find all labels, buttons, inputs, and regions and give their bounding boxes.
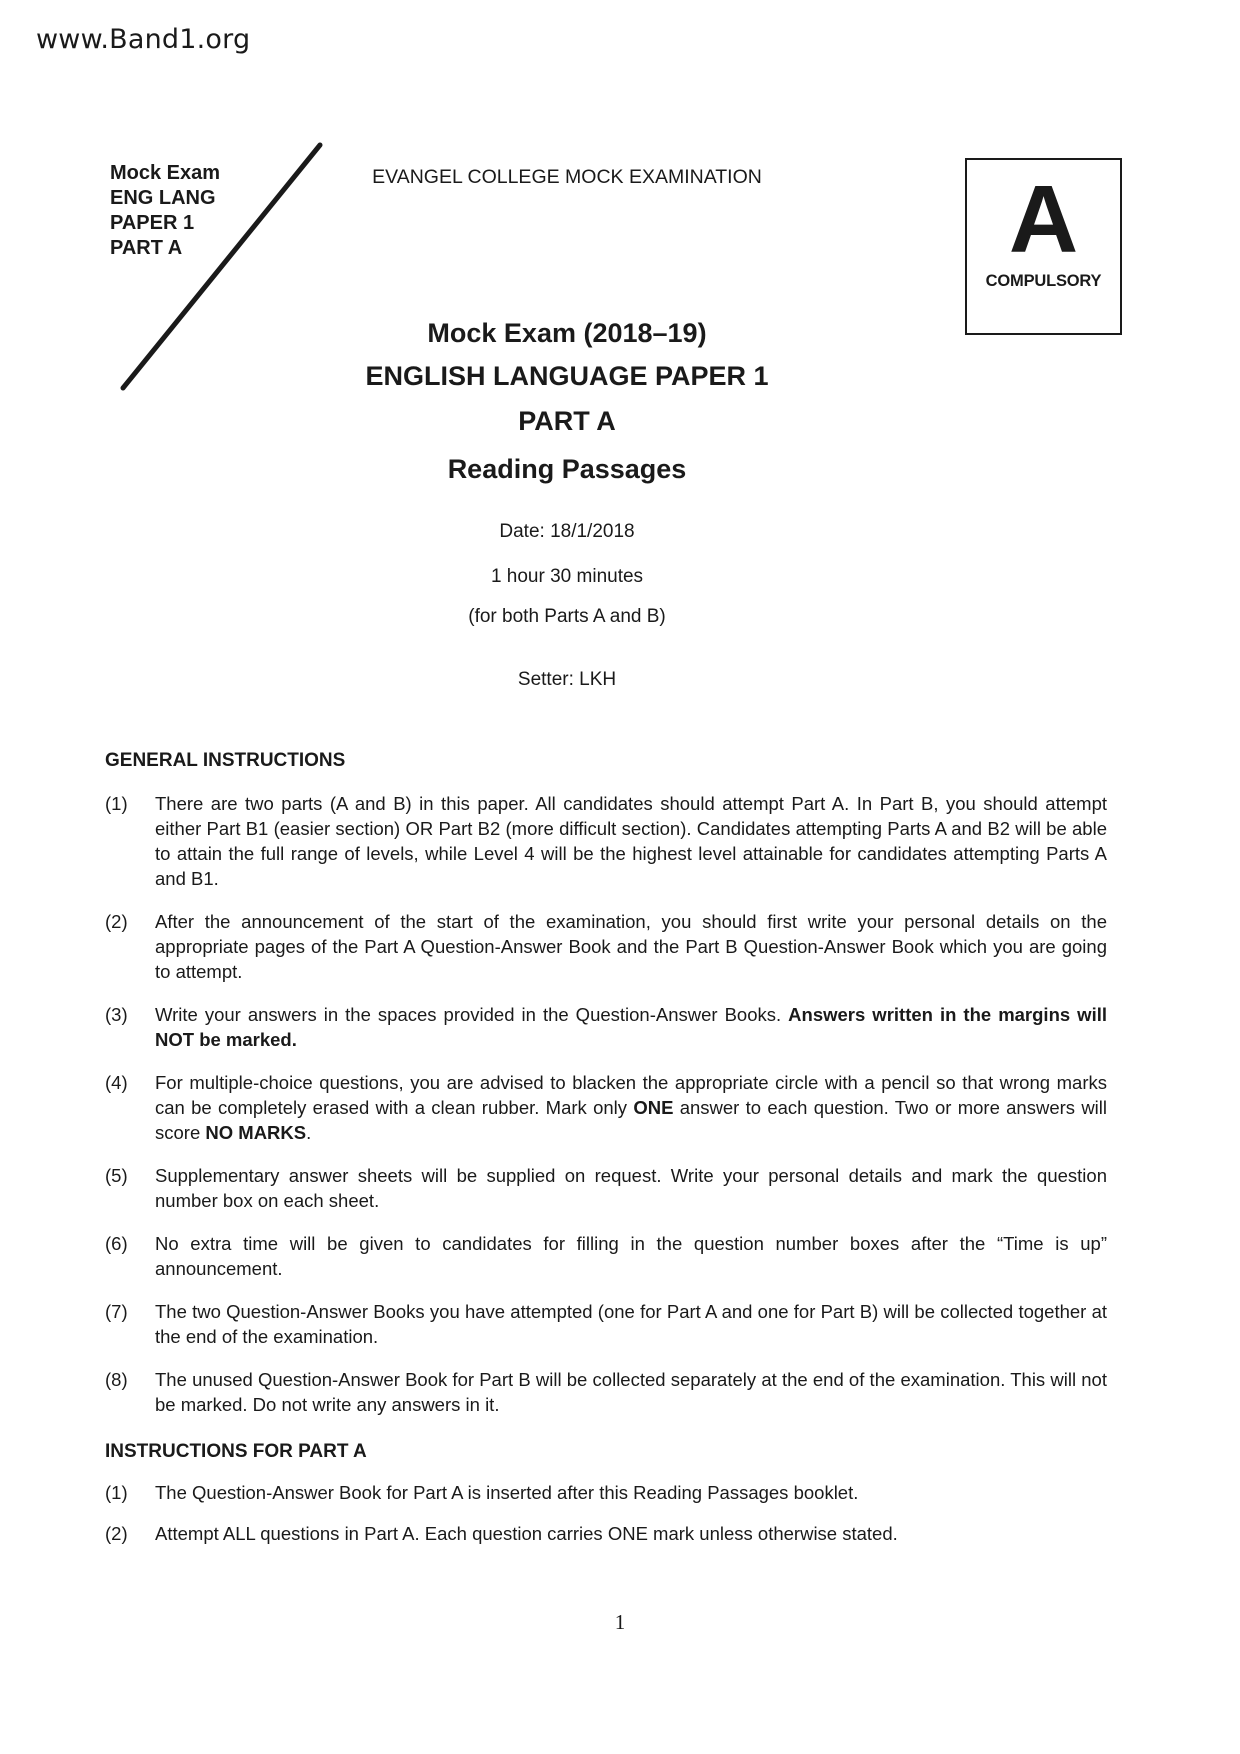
- instruction-text: Attempt ALL questions in Part A. Each question carries ONE mark unless otherwise stated.: [155, 1523, 898, 1544]
- instruction-item: [105, 1480, 1107, 1505]
- instruction-number: (5): [105, 1165, 128, 1186]
- instruction-text: The two Question-Answer Books you have attempted (one for Part A and one for Part B) will be collected together at the end of the examination.: [155, 1301, 1107, 1347]
- title-mock-exam: Mock Exam (2018–19): [427, 318, 707, 348]
- instruction-number: (2): [105, 1523, 128, 1544]
- instruction-number: (2): [105, 911, 128, 932]
- instruction-item: [105, 909, 1107, 984]
- exam-duration-note: (for both Parts A and B): [468, 606, 666, 627]
- instruction-number: (3): [105, 1004, 128, 1025]
- instruction-number: (6): [105, 1233, 128, 1254]
- general-instructions-list: [105, 791, 1107, 1417]
- instruction-number: (4): [105, 1072, 128, 1093]
- general-instructions-heading: GENERAL INSTRUCTIONS: [105, 750, 346, 771]
- instruction-number: (1): [105, 793, 128, 814]
- corner-line-exam: Mock Exam: [110, 162, 221, 184]
- instruction-item: [105, 1002, 1107, 1052]
- instruction-item: [105, 1299, 1107, 1349]
- instruction-item: [105, 1070, 1107, 1145]
- part-a-instructions-list: [105, 1480, 1107, 1546]
- exam-duration: 1 hour 30 minutes: [490, 566, 644, 587]
- instruction-text: Write your answers in the spaces provided in the Question-Answer Books. Answers written in the margins will NOT be marked.: [155, 1004, 1107, 1050]
- instruction-text: For multiple-choice questions, you are advised to blacken the appropriate circle with a pencil so that wrong marks can be completely erased with a clean rubber. Mark only ONE answer to each question. Two or more answers will score NO MARKS.: [155, 1072, 1108, 1143]
- corner-line-subject: ENG LANG: [110, 187, 216, 209]
- corner-line-part: PART A: [110, 237, 183, 259]
- instruction-item: [105, 791, 1107, 891]
- instruction-text: The Question-Answer Book for Part A is inserted after this Reading Passages booklet.: [155, 1482, 859, 1503]
- instruction-item: [105, 1521, 1107, 1546]
- corner-line-paper: PAPER 1: [110, 212, 195, 234]
- instruction-text: There are two parts (A and B) in this paper. All candidates should attempt Part A. In Part B, you should attempt either Part B1 (easier section) OR Part B2 (more difficult section). Candidates attempting Parts A and B2 will be able to attain the full range of levels, while Level 4 will be the highest level attainable for candidates attempting Parts A and B1.: [155, 793, 1107, 889]
- instruction-item: [105, 1163, 1107, 1213]
- exam-setter: Setter: LKH: [517, 669, 617, 690]
- page-number: 1: [614, 1610, 626, 1634]
- title-subtitle: Reading Passages: [447, 454, 687, 484]
- instruction-text: The unused Question-Answer Book for Part B will be collected separately at the end of the examination. This will not be marked. Do not write any answers in it.: [155, 1369, 1107, 1415]
- instruction-text: After the announcement of the start of the examination, you should first write your personal details on the appropriate pages of the Part A Question-Answer Book and the Part B Question-Answer Book which you are going to attempt.: [155, 911, 1107, 982]
- exam-header: EVANGEL COLLEGE MOCK EXAMINATION: [372, 166, 762, 188]
- instruction-item: [105, 1231, 1107, 1281]
- title-paper: ENGLISH LANGUAGE PAPER 1: [365, 361, 769, 391]
- instruction-number: (8): [105, 1369, 128, 1390]
- instruction-number: (1): [105, 1482, 128, 1503]
- title-part: PART A: [518, 406, 616, 436]
- instruction-item: [105, 1367, 1107, 1417]
- badge-letter: A: [1008, 166, 1079, 273]
- instruction-text: No extra time will be given to candidates for filling in the question number boxes after the “Time is up” announcement.: [155, 1233, 1107, 1279]
- part-a-instructions-heading: INSTRUCTIONS FOR PART A: [105, 1441, 367, 1462]
- instruction-text: Supplementary answer sheets will be supplied on request. Write your personal details and mark the question number box on each sheet.: [155, 1165, 1107, 1211]
- watermark-url: www.Band1.org: [36, 24, 251, 55]
- compulsory-badge: [965, 158, 1122, 335]
- instructions-body: [105, 748, 1107, 1562]
- exam-date: Date: 18/1/2018: [499, 521, 635, 542]
- badge-label: COMPULSORY: [985, 272, 1102, 290]
- instruction-number: (7): [105, 1301, 128, 1322]
